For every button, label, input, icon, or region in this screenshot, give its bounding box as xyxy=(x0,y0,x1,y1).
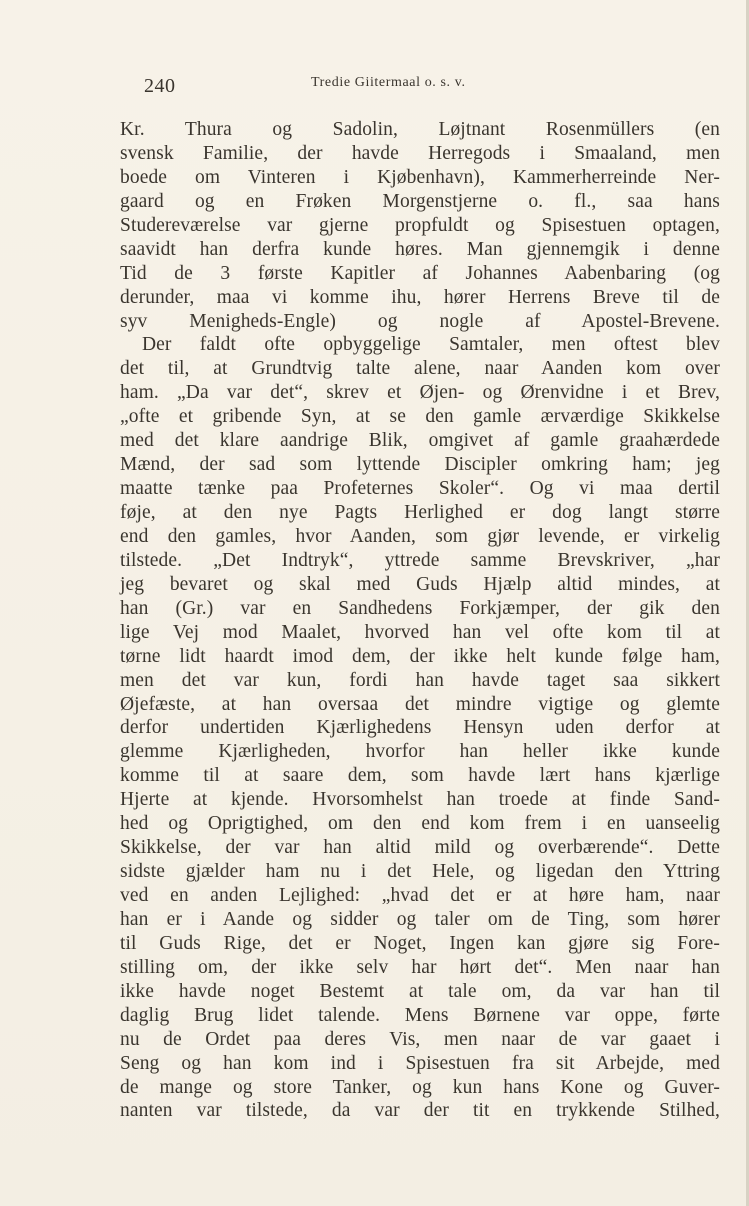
text-line: maatte tænke paa Profeternes Skoler“. Og vi maa dertil xyxy=(120,478,720,500)
text-line: derfor undertiden Kjærlighedens Hensyn uden derfor at xyxy=(120,717,720,739)
text-line: Mænd, der sad som lyttende Discipler omkring ham; jeg xyxy=(120,454,720,476)
text-line: men det var kun, fordi han havde taget saa sikkert xyxy=(120,669,720,691)
page-header xyxy=(0,70,749,100)
text-line: nanten var tilstede, da var der tit en trykkende Stilhed, xyxy=(120,1100,720,1122)
text-line: Kr. Thura og Sadolin, Løjtnant Rosenmüllers (en xyxy=(120,119,720,140)
text-line: Seng og han kom ind i Spisestuen fra sit Arbejde, med xyxy=(120,1052,720,1074)
text-line: til Guds Rige, det er Noget, Ingen kan gjøre sig Fore- xyxy=(120,932,720,954)
text-line: komme til at saare dem, som havde lært hans kjærlige xyxy=(120,765,720,787)
text-line: stilling om, der ikke selv har hørt det“. Men naar han xyxy=(120,956,720,978)
text-line: han er i Aande og sidder og taler om de Ting, som hører xyxy=(120,908,720,930)
text-line: glemme Kjærligheden, hvorfor han heller ikke kunde xyxy=(120,741,720,763)
text-line: de mange og store Tanker, og kun hans Kone og Guver- xyxy=(120,1076,720,1098)
body-text xyxy=(120,118,720,1123)
text-line: boede om Vinteren i Kjøbenhavn), Kammerherreinde Ner- xyxy=(120,166,720,188)
text-line: jeg bevaret og skal med Guds Hjælp altid mindes, at xyxy=(120,573,720,595)
text-line: det til, at Grundtvig talte alene, naar Aanden kom over xyxy=(120,358,720,380)
text-line: nu de Ordet paa deres Vis, men naar de var gaaet i xyxy=(120,1028,720,1050)
running-head: Tredie Giitermaal o. s. v. xyxy=(311,75,466,90)
text-line: ikke havde noget Bestemt at tale om, da var han til xyxy=(120,980,720,1002)
text-line: tilstede. „Det Indtryk“, yttrede samme Brevskriver, „har xyxy=(120,549,720,571)
text-line: derunder, maa vi komme ihu, hører Herrens Breve til de xyxy=(120,286,720,308)
text-line: med det klare aandrige Blik, omgivet af gamle graahærdede xyxy=(120,430,720,452)
page-number: 240 xyxy=(144,75,176,97)
text-line: Der faldt ofte opbyggelige Samtaler, men oftest blev xyxy=(142,334,720,356)
text-line: sidste gjælder ham nu i det Hele, og ligedan den Yttring xyxy=(120,861,720,883)
text-line: lige Vej mod Maalet, hvorved han vel ofte kom til at xyxy=(120,621,720,643)
text-line: tørne lidt haardt imod dem, der ikke helt kunde følge ham, xyxy=(120,645,720,667)
text-line: Øjefæste, at han oversaa det mindre vigtige og glemte xyxy=(120,693,720,715)
text-line: saavidt han derfra kunde høres. Man gjennemgik i denne xyxy=(120,238,720,260)
text-line: Tid de 3 første Kapitler af Johannes Aabenbaring (og xyxy=(120,262,720,284)
text-line: ham. „Da var det“, skrev et Øjen- og Ørenvidne i et Brev, xyxy=(120,382,720,404)
text-line: ved en anden Lejlighed: „hvad det er at høre ham, naar xyxy=(120,885,720,906)
text-line: syv Menigheds-Engle) og nogle af Apostel-Brevene. xyxy=(120,310,720,332)
text-line: Hjerte at kjende. Hvorsomhelst han troede at finde Sand- xyxy=(120,789,720,811)
text-line: end den gamles, hvor Aanden, som gjør levende, er virkelig xyxy=(120,525,720,547)
text-line: han (Gr.) var en Sandhedens Forkjæmper, der gik den xyxy=(120,597,720,619)
text-line: daglig Brug lidet talende. Mens Børnene var oppe, førte xyxy=(120,1004,720,1026)
text-line: Skikkelse, der var han altid mild og overbærende“. Dette xyxy=(120,837,720,859)
text-line: Studereværelse var gjerne propfuldt og Spisestuen optagen, xyxy=(120,214,720,236)
text-line: „ofte et gribende Syn, at se den gamle ærværdige Skikkelse xyxy=(120,406,720,428)
text-line: føje, at den nye Pagts Herlighed er dog langt større xyxy=(120,502,720,523)
text-line: hed og Oprigtighed, om den end kom frem i en uanseelig xyxy=(120,813,720,835)
text-line: svensk Familie, der havde Herregods i Smaaland, men xyxy=(120,142,720,164)
text-line: gaard og en Frøken Morgenstjerne o. fl., saa hans xyxy=(120,190,720,212)
